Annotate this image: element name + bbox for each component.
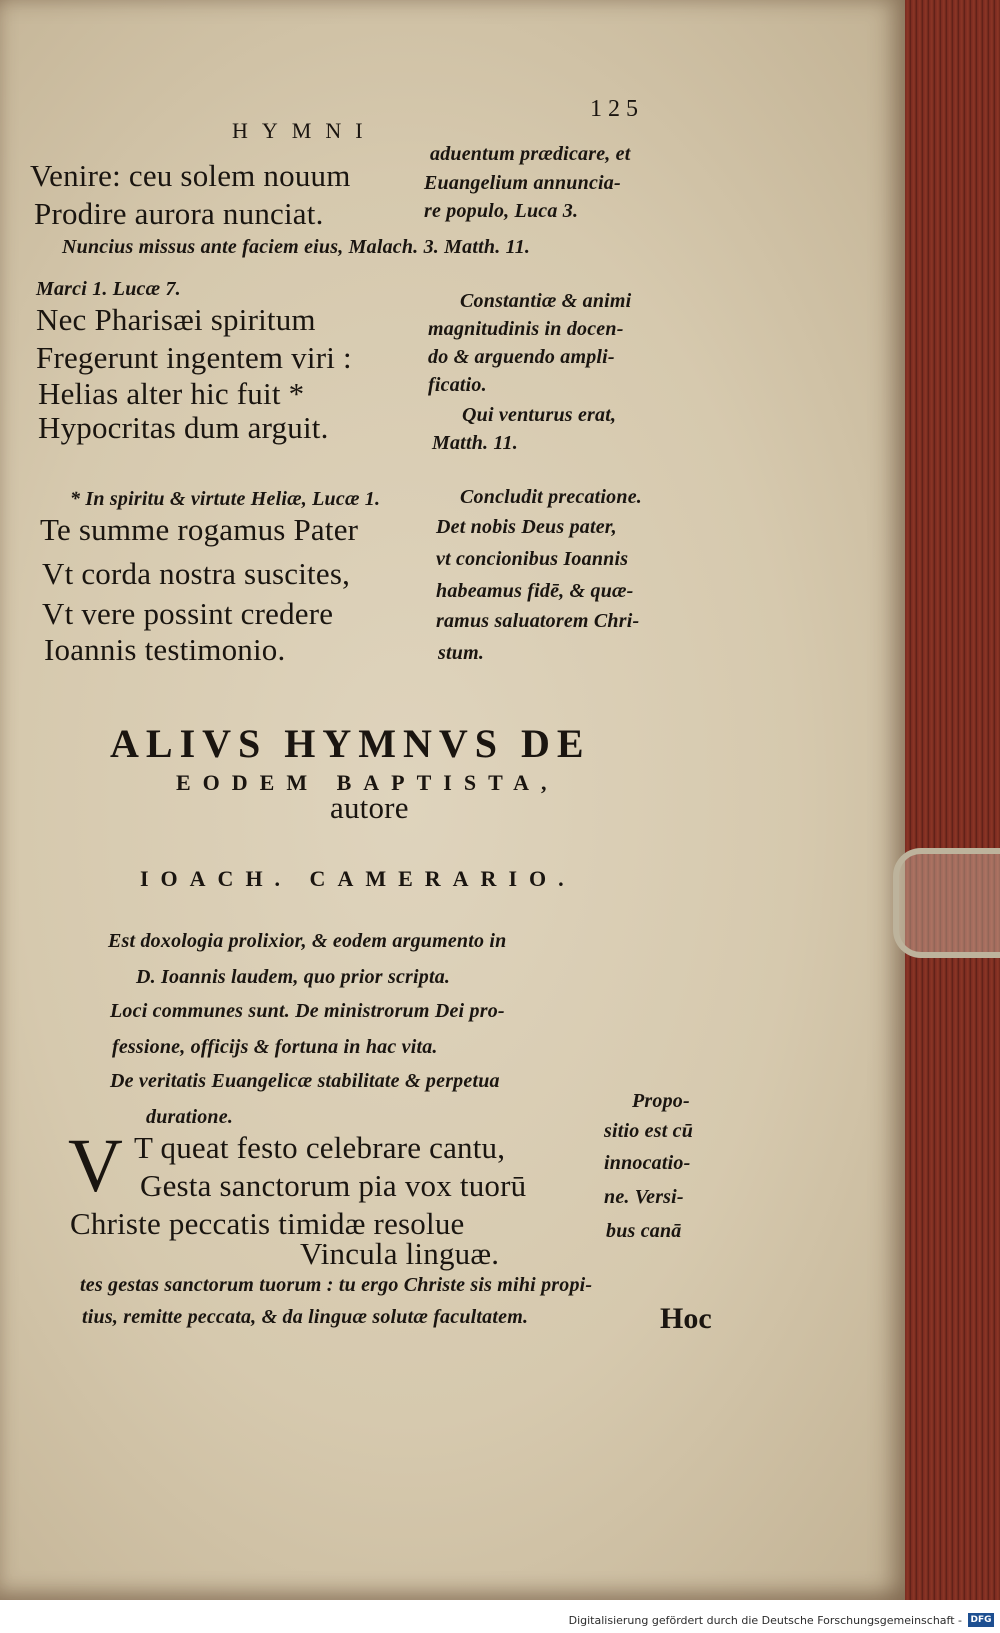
note-line: tes gestas sanctorum tuorum : tu ergo Christe sis mihi propi- <box>80 1274 593 1296</box>
title-autore: autore <box>330 790 409 825</box>
verse-line: Gesta sanctorum pia vox tuorū <box>140 1168 527 1203</box>
margin-gloss: Concludit precatione. <box>460 486 642 508</box>
page-edges <box>905 0 1000 1600</box>
margin-gloss: Det nobis Deus pater, <box>436 516 617 538</box>
margin-gloss: stum. <box>438 642 485 664</box>
margin-gloss: innocatio- <box>604 1152 691 1174</box>
note-line: Nuncius missus ante faciem eius, Malach. 3. Matth. 11. <box>62 236 531 258</box>
verse-line: Te summe rogamus Pater <box>40 512 359 547</box>
hymn-subtitle: EODEM BAPTISTA, <box>176 770 559 795</box>
margin-gloss: Constantiæ & animi <box>460 290 632 312</box>
argument-line: D. Ioannis laudem, quo prior scripta. <box>136 966 451 988</box>
margin-gloss: ficatio. <box>428 374 487 396</box>
verse-line: Christe peccatis timidæ resolue <box>70 1206 465 1241</box>
argument-line: Loci communes sunt. De ministrorum Dei pro- <box>110 1000 505 1022</box>
margin-gloss: magnitudinis in docen- <box>428 318 624 340</box>
verse-line: Helias alter hic fuit * <box>38 376 305 411</box>
note-line: Marci 1. Lucæ 7. <box>36 278 181 300</box>
argument-line: duratione. <box>146 1106 234 1128</box>
verse-line: Nec Pharisæi spiritum <box>36 302 316 337</box>
dfg-logo: DFG <box>968 1613 994 1627</box>
catchword: Hoc <box>660 1302 712 1335</box>
margin-gloss: bus canā <box>606 1220 682 1242</box>
margin-gloss: ne. Versi- <box>604 1186 684 1208</box>
verse-line: Prodire aurora nunciat. <box>34 196 324 231</box>
margin-gloss: vt concionibus Ioannis <box>436 548 629 570</box>
argument-line: fessione, officijs & fortuna in hac vita. <box>112 1036 438 1058</box>
margin-gloss: aduentum prædicare, et <box>430 143 631 165</box>
author-name: IOACH. CAMERARIO. <box>140 866 576 891</box>
margin-gloss: Euangelium annuncia- <box>424 172 621 194</box>
footer-strip <box>0 1600 1000 1633</box>
margin-gloss: re populo, Luca 3. <box>424 200 579 222</box>
argument-line: De veritatis Euangelicæ stabilitate & perpetua <box>110 1070 500 1092</box>
margin-gloss: habeamus fidē, & quæ- <box>436 580 634 602</box>
verse-line: T queat festo celebrare cantu, <box>134 1130 506 1165</box>
margin-gloss: do & arguendo ampli- <box>428 346 615 368</box>
digitization-credit: Digitalisierung gefördert durch die Deutsche Forschungsgemeinschaft - <box>568 1614 962 1627</box>
verse-line: Fregerunt ingentem viri : <box>36 340 352 375</box>
margin-gloss: Qui venturus erat, <box>462 404 617 426</box>
verse-line: Hypocritas dum arguit. <box>38 410 329 445</box>
margin-gloss: sitio est cū <box>604 1120 694 1142</box>
margin-gloss: Matth. 11. <box>432 432 518 454</box>
page-number: 125 <box>590 96 644 122</box>
verse-line: Ioannis testimonio. <box>44 632 286 667</box>
note-line: * In spiritu & virtute Heliæ, Lucæ 1. <box>70 488 381 510</box>
verse-line: Vt vere possint credere <box>42 596 334 631</box>
verse-line: Venire: ceu solem nouum <box>30 158 351 193</box>
running-title: HYMNI <box>232 118 377 143</box>
margin-gloss: Propo- <box>632 1090 690 1112</box>
hymn-title: ALIVS HYMNVS DE <box>110 721 591 766</box>
margin-gloss: ramus saluatorem Chri- <box>436 610 640 632</box>
verse-line: Vincula linguæ. <box>300 1236 500 1271</box>
note-line: tius, remitte peccata, & da linguæ solutæ facultatem. <box>82 1306 529 1328</box>
verse-line: Vt corda nostra suscites, <box>42 556 351 591</box>
drop-cap: V <box>68 1124 123 1208</box>
book-clasp <box>893 848 1000 958</box>
argument-line: Est doxologia prolixior, & eodem argumento in <box>108 930 507 952</box>
